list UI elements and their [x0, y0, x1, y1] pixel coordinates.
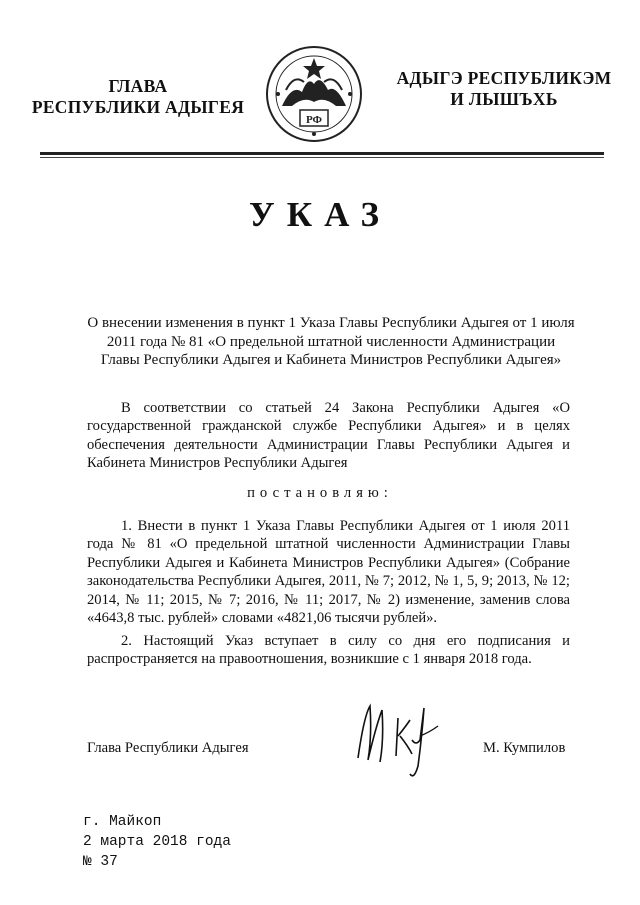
decree-word: постановляю:	[247, 485, 393, 501]
footer-date: 2 марта 2018 года	[83, 834, 231, 850]
header-left-line1: ГЛАВА	[108, 76, 168, 96]
header-right-line2: И ЛЫШЪХЬ	[450, 89, 558, 109]
header-right-line1: АДЫГЭ РЕСПУБЛИКЭМ	[396, 68, 612, 88]
header-left	[22, 76, 254, 118]
emblem-letters: РФ	[306, 114, 322, 126]
signer-name: М. Кумпилов	[483, 740, 566, 756]
preamble-paragraph: В соответствии со статьей 24 Закона Республики Адыгея «О государственной гражданской службе Республики Адыгея» и в целях обеспечения деятельности Администрации Главы Республики Адыгея и Кабинета Министров Республики Адыгея	[87, 400, 570, 472]
decree-item-2: 2. Настоящий Указ вступает в силу со дня его подписания и распространяется на правоотношения, возникшие с 1 января 2018 года.	[87, 633, 570, 668]
decree-subject: О внесении изменения в пункт 1 Указа Главы Республики Адыгея от 1 июля 2011 года № 81 «О предельной штатной численности Администрации Главы Республики Адыгея и Кабинета Министров Республики Адыгея»	[87, 315, 575, 368]
coat-of-arms-icon	[264, 44, 364, 144]
footer-number: № 37	[83, 854, 118, 870]
header-right	[384, 68, 624, 110]
header-left-line2: РЕСПУБЛИКИ АДЫГЕЯ	[31, 97, 245, 117]
handwritten-signature	[350, 696, 450, 782]
preamble-block	[87, 399, 570, 473]
decree-item-1: 1. Внести в пункт 1 Указа Главы Республики Адыгея от 1 июля 2011 года № 81 «О предельной штатной численности Администрации Главы Республики Адыгея и Кабинета Министров Республики Адыгея» (Собрание законодательства Республики Адыгея, 2011, № 7; 2012, № 1, 5, 9; 2013, № 12; 2014, № 11; 2015, № 7; 2016, № 11; 2017, № 2) изменение, заменив слова «4643,8 тыс. рублей» словами «4821,06 тысячи рублей».	[87, 518, 570, 627]
item1-block	[87, 517, 570, 627]
header-rule	[40, 152, 604, 155]
item2-block	[87, 632, 570, 669]
document-title: УКАЗ	[249, 195, 391, 234]
header-rule-thin	[40, 157, 604, 158]
decree-footer	[83, 812, 231, 872]
footer-city: г. Майкоп	[83, 814, 162, 830]
signer-title: Глава Республики Адыгея	[87, 740, 249, 756]
